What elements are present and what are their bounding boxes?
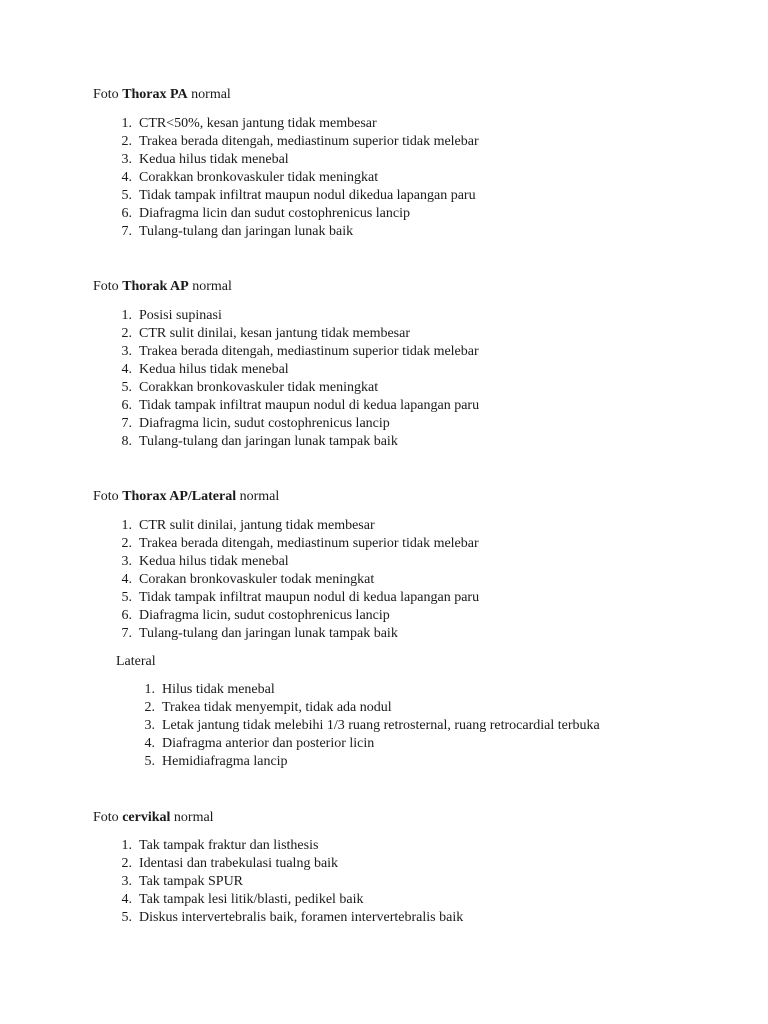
section-heading-cervikal: [93, 809, 214, 827]
heading-bold: Thorax PA: [122, 87, 188, 102]
section-heading-thorax-pa: [93, 86, 231, 104]
heading-bold: cervikal: [122, 810, 171, 825]
heading-suffix: normal: [187, 87, 231, 102]
heading-bold: Thorak AP: [122, 279, 189, 294]
section-heading-thorak-ap: [93, 278, 232, 296]
heading-suffix: normal: [236, 489, 280, 504]
document-page: Foto Thorax PA normal 1. CTR<50%, kesan jantung tidak membesar 2. Trakea berada ditengah, mediastinum superior tidak melebar 3. Kedua hilus tidak menebal 4. Corakkan bronkovaskuler tidak meningkat 5. Tidak tampak infiltrat maupun nodul dikedua lapangan paru 6. Diafragma licin dan sudut costophrenicus lancip 7. Tulang-tulang dan jaringan lunak baik Foto Thorak AP normal 1. Posisi supinasi 2. CTR sulit dinilai, kesan jantung tidak membesar 3. Trakea berada ditengah, mediastinum superior tidak melebar 4. Kedua hilus tidak menebal 5. Corakkan bronkovaskuler tidak meningkat 6. Tidak tampak infiltrat maupun nodul di kedua lapangan paru 7. Diafragma licin, sudut costophrenicus lancip 8. Tulang-tulang dan jaringan lunak tampak baik Foto Thorax AP/Lateral normal 1. CTR sulit dinilai, jantung tidak membesar 2. Trakea berada ditengah, mediastinum superior tidak melebar 3. Kedua hilus tidak menebal 4. Corakan bronkovaskuler todak meningkat 5. Tidak tampak infiltrat maupun nodul di kedua lapangan paru 6. Diafragma licin, sudut costophrenicus lancip 7. Tulang-tulang dan jaringan lunak tampak baik Lateral 1. Hilus tidak menebal 2. Trakea tidak menyempit, tidak ada nodul 3. Letak jantung tidak melebihi 1/3 ruang retrosternal, ruang retrocardial terbuka 4. Diafragma anterior dan posterior licin 5. Hemidiafragma lancip Foto cervikal normal 1. Tak tampak fraktur dan listhesis 2. Identasi dan trabekulasi tualng baik 3. Tak tampak SPUR 4. Tak tampak lesi litik/blasti, pedikel baik 5. Diskus intervertebralis baik, foramen intervertebralis baik: [93, 87, 600, 925]
section-heading-thorax-ap-lateral: [93, 488, 279, 506]
heading-prefix: Foto: [93, 279, 123, 294]
subsection-heading-lateral: Lateral: [116, 654, 156, 669]
heading-prefix: Foto: [93, 87, 123, 102]
heading-suffix: normal: [170, 810, 214, 825]
heading-prefix: Foto: [93, 489, 123, 504]
heading-suffix: normal: [188, 279, 232, 294]
heading-prefix: Foto: [93, 810, 123, 825]
heading-bold: Thorax AP/Lateral: [122, 489, 237, 504]
